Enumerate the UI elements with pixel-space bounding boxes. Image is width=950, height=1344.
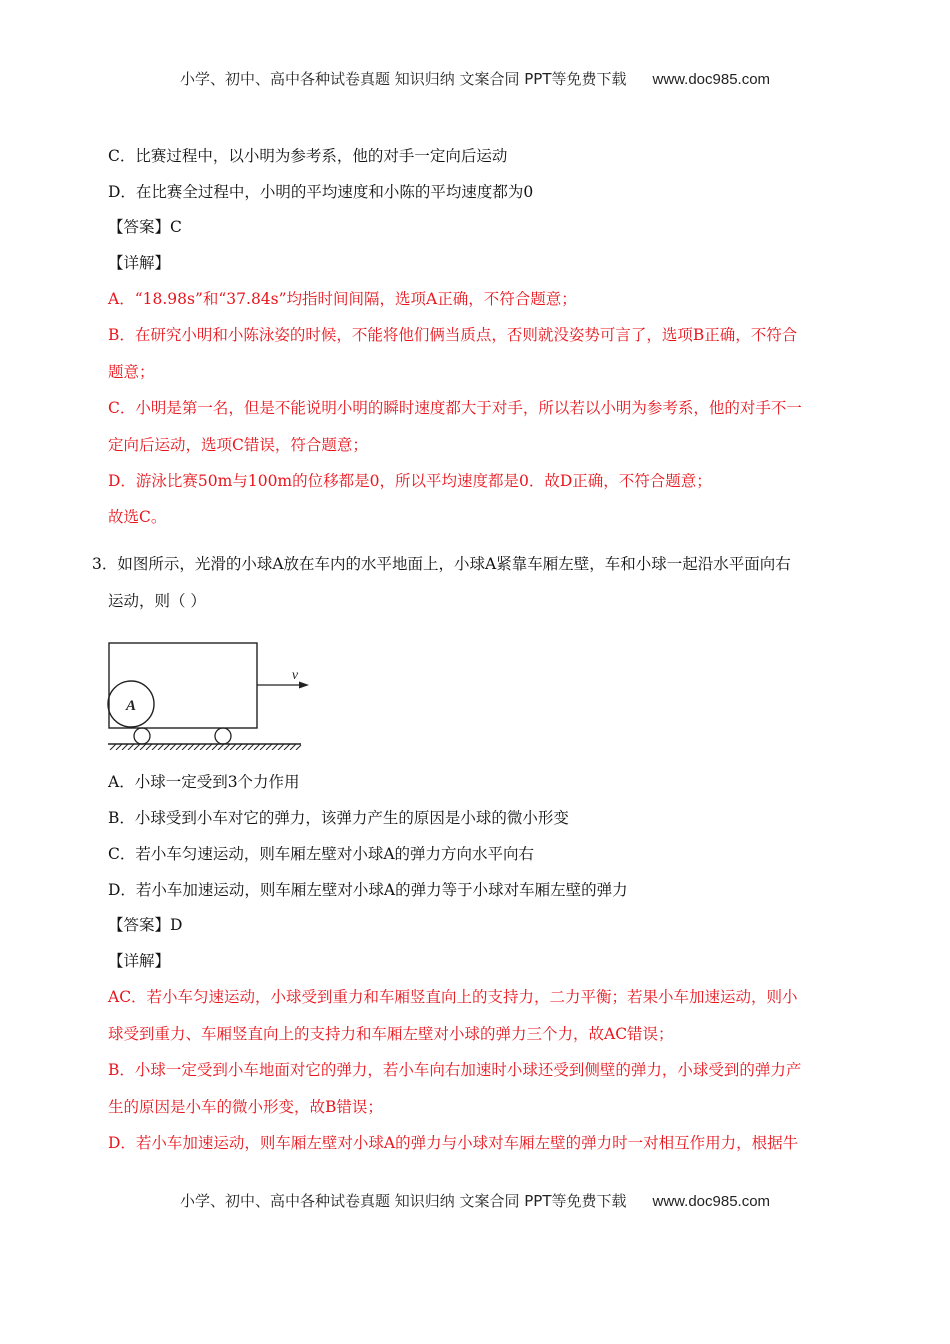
- q2-explanation-c-line2: 定向后运动，选项C错误，符合题意；: [108, 436, 368, 454]
- q3-explanation-ac-line1: AC．若小车匀速运动，小球受到重力和车厢竖直向上的支持力，二力平衡；若果小车加速运动，则小: [108, 988, 798, 1006]
- q3-stem-line1: 3．如图所示，光滑的小球A放在车内的水平地面上，小球A紧靠车厢左壁，车和小球一起沿水平面向右: [92, 555, 791, 573]
- ground-hatching: [110, 744, 301, 750]
- q2-option-c: C．比赛过程中，以小明为参考系，他的对手一定向后运动: [108, 147, 508, 165]
- page-header: [0, 68, 950, 89]
- footer-site-link[interactable]: www.doc985.com: [652, 1193, 771, 1210]
- cart-wheel-left: [134, 728, 150, 744]
- q3-option-a: A．小球一定受到3个力作用: [108, 773, 300, 791]
- q2-detail-label: 【详解】: [108, 254, 171, 272]
- q2-explanation-c-line1: C．小明是第一名，但是不能说明小明的瞬时速度都大于对手，所以若以小明为参考系，他的对手不一: [108, 399, 802, 417]
- cart-wheel-right: [215, 728, 231, 744]
- velocity-arrow-head: [299, 682, 309, 689]
- q2-conclusion: 故选C。: [108, 508, 167, 526]
- cart-body: [109, 643, 257, 728]
- q3-answer: 【答案】D: [108, 916, 183, 934]
- q2-answer: 【答案】C: [108, 218, 182, 236]
- q3-explanation-b-line2: 生的原因是小车的微小形变，故B错误；: [108, 1098, 383, 1116]
- q3-explanation-d-line1: D．若小车加速运动，则车厢左壁对小球A的弹力与小球对车厢左壁的弹力时一对相互作用力，根据牛: [108, 1134, 799, 1152]
- q3-explanation-ac-line2: 球受到重力、车厢竖直向上的支持力和车厢左壁对小球的弹力三个力，故AC错误；: [108, 1025, 674, 1043]
- velocity-label: v: [291, 668, 299, 683]
- q2-explanation-b-line1: B．在研究小明和小陈泳姿的时候，不能将他们俩当质点，否则就没姿势可言了，选项B正确，不符合: [108, 326, 798, 344]
- q2-explanation-b-line2: 题意；: [108, 363, 155, 381]
- header-site-link[interactable]: www.doc985.com: [652, 71, 771, 88]
- header-text: 小学、初中、高中各种试卷真题 知识归纳 文案合同 PPT等免费下载: [179, 70, 627, 88]
- cart-ball-figure: [104, 638, 314, 750]
- q3-stem-line2: 运动，则（ ）: [108, 592, 206, 610]
- q2-explanation-d: D．游泳比赛50m与100m的位移都是0，所以平均速度都是0．故D正确，不符合题意；: [108, 472, 712, 490]
- q3-option-b: B．小球受到小车对它的弹力，该弹力产生的原因是小球的微小形变: [108, 809, 569, 827]
- q3-option-d: D．若小车加速运动，则车厢左壁对小球A的弹力等于小球对车厢左壁的弹力: [108, 881, 628, 899]
- footer-text: 小学、初中、高中各种试卷真题 知识归纳 文案合同 PPT等免费下载: [179, 1192, 627, 1210]
- q3-explanation-b-line1: B．小球一定受到小车地面对它的弹力，若小车向右加速时小球还受到侧壁的弹力，小球受到的弹力产: [108, 1061, 802, 1079]
- ball-label: A: [125, 698, 137, 714]
- q2-option-d: D．在比赛全过程中，小明的平均速度和小陈的平均速度都为0: [108, 183, 534, 201]
- page-footer: [0, 1190, 950, 1211]
- q3-detail-label: 【详解】: [108, 952, 171, 970]
- q2-explanation-a: A．“18.98s”和“37.84s”均指时间间隔，选项A正确，不符合题意；: [108, 290, 577, 308]
- q3-option-c: C．若小车匀速运动，则车厢左壁对小球A的弹力方向水平向右: [108, 845, 535, 863]
